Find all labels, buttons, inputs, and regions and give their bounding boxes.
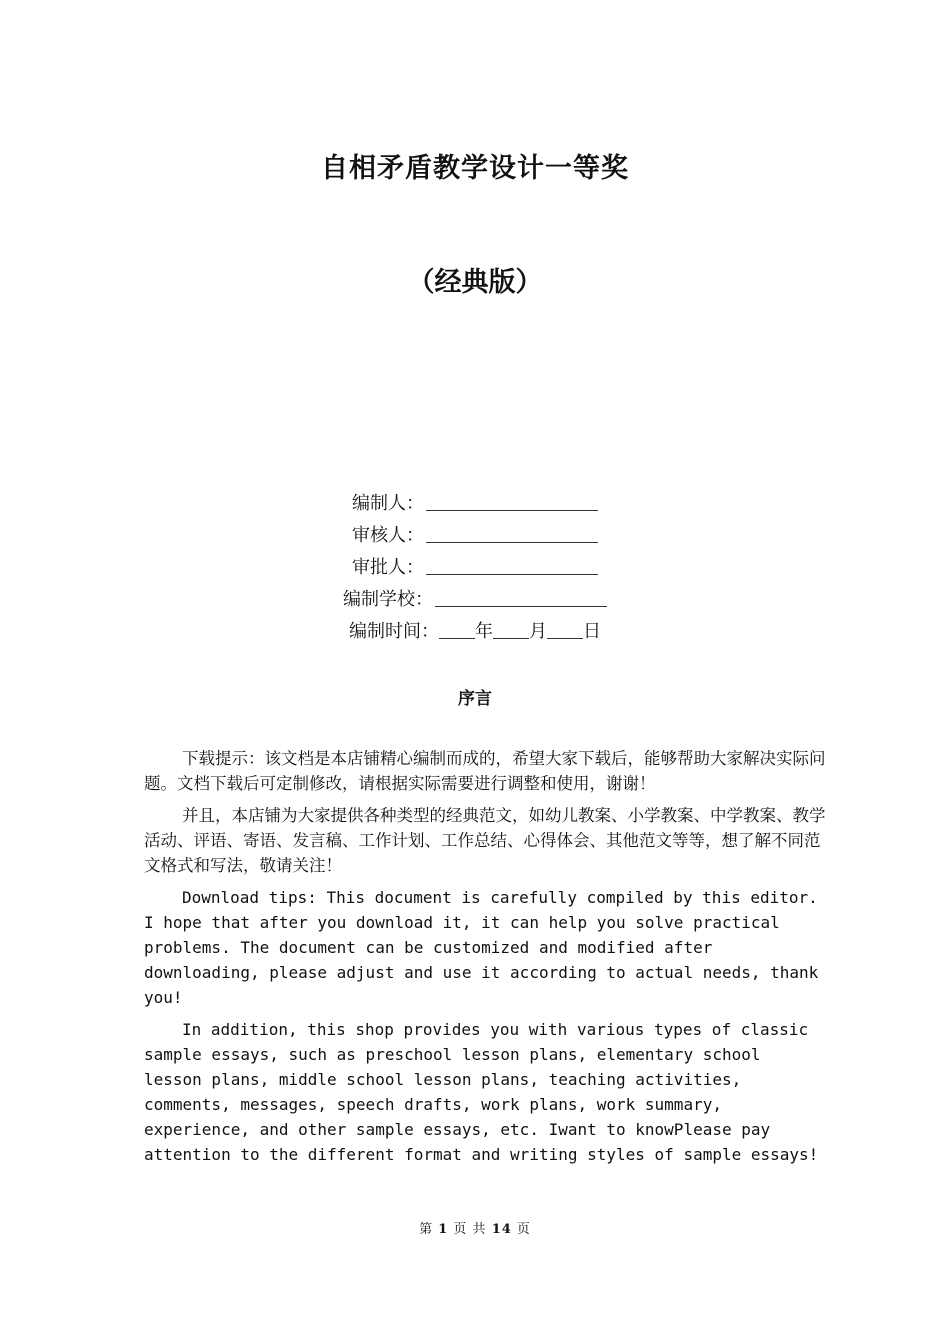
footer-middle: 页 共 (453, 1222, 487, 1237)
preface-body (144, 746, 826, 1174)
footer-prefix: 第 (419, 1222, 434, 1237)
preface-paragraph-en-1: Download tips: This document is carefully compiled by this editor. I hope that after you download it, it can help you solve practical problems. The document can be customized and modified after downloading, please adjust and use it according to actual needs, thank you! (144, 888, 819, 1007)
time-row (0, 616, 950, 648)
time-label: 编制时间： (349, 621, 439, 642)
preface-paragraph-en-2: In addition, this shop provides you with various types of classic sample essays, such as preschool lesson plans, elementary school lesson plans, middle school lesson plans, teaching activities, comments, messages, speech drafts, work plans, work summary, experience, and other sample essays, etc. Iwant to knowPlease pay attention to the different format and writing styles of sample essays! (144, 1020, 819, 1164)
reviewer-row (0, 520, 950, 552)
meta-block (0, 488, 950, 648)
approver-blank (426, 552, 598, 575)
school-label: 编制学校： (343, 589, 433, 610)
page-footer (0, 1218, 950, 1237)
footer-current-page: 1 (438, 1222, 449, 1237)
approver-label: 审批人： (352, 557, 424, 578)
year-label: 年 (475, 621, 493, 642)
month-blank (493, 616, 529, 639)
compiler-blank (426, 488, 598, 511)
preface-paragraph-cn-2: 并且，本店铺为大家提供各种类型的经典范文，如幼儿教案、小学教案、中学教案、教学活动、评语、寄语、发言稿、工作计划、工作总结、心得体会、其他范文等等，想了解不同范文格式和写法，敬请关注！ (144, 806, 826, 875)
school-row (0, 584, 950, 616)
reviewer-label: 审核人： (352, 525, 424, 546)
day-blank (547, 616, 583, 639)
footer-suffix: 页 (516, 1222, 531, 1237)
year-blank (439, 616, 475, 639)
footer-total-pages: 14 (491, 1222, 512, 1237)
compiler-row (0, 488, 950, 520)
preface-paragraph-cn-1: 下载提示：该文档是本店铺精心编制而成的，希望大家下载后，能够帮助大家解决实际问题。文档下载后可定制修改，请根据实际需要进行调整和使用，谢谢！ (144, 749, 826, 793)
reviewer-blank (426, 520, 598, 543)
compiler-label: 编制人： (352, 493, 424, 514)
document-subtitle: （经典版） (407, 267, 543, 298)
day-label: 日 (583, 621, 601, 642)
preface-heading: 序言 (458, 689, 492, 709)
school-blank (435, 584, 607, 607)
month-label: 月 (529, 621, 547, 642)
document-title: 自相矛盾教学设计一等奖 (321, 153, 629, 184)
approver-row (0, 552, 950, 584)
